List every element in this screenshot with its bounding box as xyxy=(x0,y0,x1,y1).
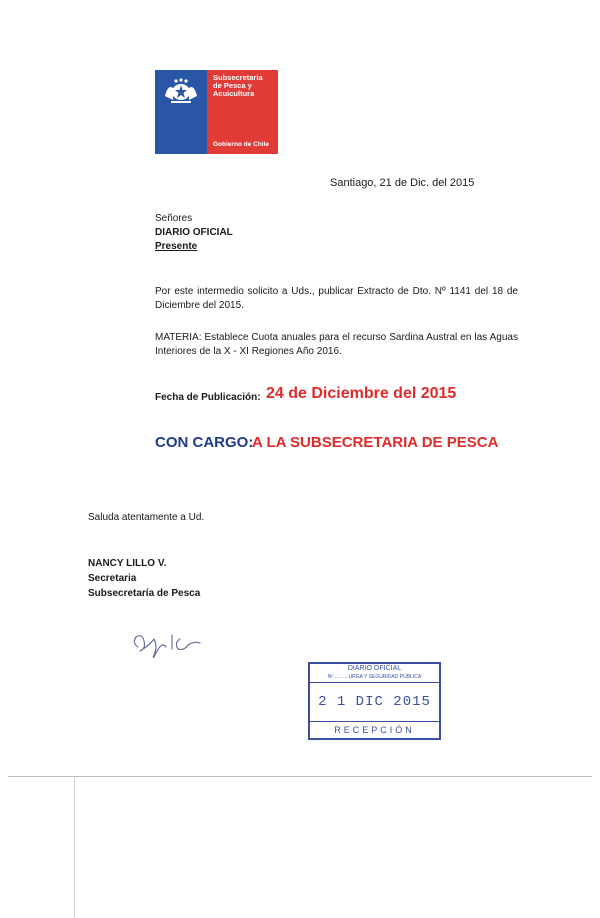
stamp-subtitle: Nº ...... ...URGA Y SEGURIDAD PÚBLICA xyxy=(327,674,422,680)
stamp-date: 2 1 DIC 2015 xyxy=(318,694,431,710)
logo-footer: Gobierno de Chile xyxy=(213,141,269,148)
addressee-line-1: Señores xyxy=(155,213,193,224)
charge-value: A LA SUBSECRETARIA DE PESCA xyxy=(252,434,499,451)
closing-line: Saluda atentamente a Ud. xyxy=(88,512,205,523)
logo-line-1: Subsecretaría xyxy=(213,73,263,82)
logo-line-2: de Pesca y xyxy=(213,81,252,90)
charge-label: CON CARGO: xyxy=(155,434,254,451)
stamp-divider-bottom xyxy=(310,721,439,722)
page-edge-horizontal xyxy=(8,776,592,777)
addressee-line-2: DIARIO OFICIAL xyxy=(155,227,233,238)
stamp-title: DIARIO OFICIAL xyxy=(347,665,402,672)
stamp-label: RECEPCIÓN xyxy=(334,725,415,735)
handwritten-initials xyxy=(128,625,228,665)
stamp-divider-top xyxy=(310,682,439,683)
publication-date-label: Fecha de Publicación: xyxy=(155,392,261,403)
body-paragraph-materia: MATERIA: Establece Cuota anuales para el recurso Sardina Austral en las Aguas Interiores de la X - XI Regiones Año 2016. xyxy=(155,332,518,357)
body-paragraph-request: Por este intermedio solicito a Uds., publicar Extracto de Dto. Nº 1141 del 18 de Diciembre del 2015. xyxy=(155,286,518,311)
publication-date-value: 24 de Diciembre del 2015 xyxy=(266,385,457,402)
page-edge-vertical xyxy=(74,778,75,918)
reception-stamp xyxy=(308,662,441,740)
logo-text xyxy=(213,74,275,98)
logo-line-3: Acuicultura xyxy=(213,89,255,98)
signer-name: NANCY LILLO V. xyxy=(88,558,167,569)
place-date: Santiago, 21 de Dic. del 2015 xyxy=(330,177,475,189)
signer-organization: Subsecretaría de Pesca xyxy=(88,588,201,599)
signer-title: Secretaria xyxy=(88,573,137,584)
ministry-logo xyxy=(155,70,278,154)
addressee-line-3: Presente xyxy=(155,241,198,252)
coat-of-arms-icon xyxy=(162,76,200,106)
